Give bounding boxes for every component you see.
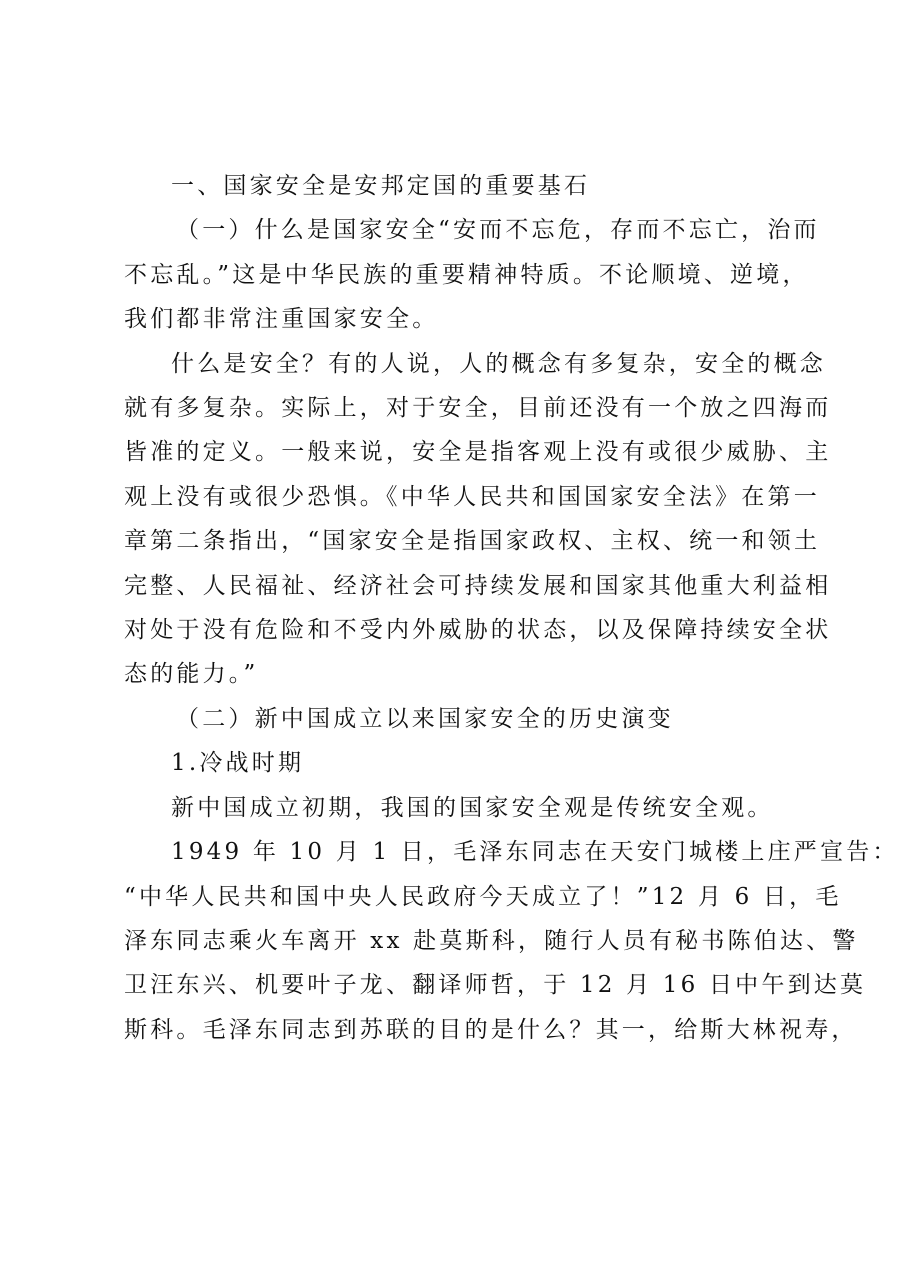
paragraph-line: （一）什么是国家安全“安而不忘危，存而不忘亡，治而 [176,217,820,244]
paragraph-line: 新中国成立初期，我国的国家安全观是传统安全观。 [171,794,774,821]
paragraph-line: 对处于没有危险和不受内外威胁的状态，以及保障持续安全状 [124,617,832,644]
paragraph-line: 我们都非常注重国家安全。 [124,306,439,333]
paragraph-line: 皆准的定义。一般来说，安全是指客观上没有或很少威胁、主 [124,439,832,466]
paragraph-line: 就有多复杂。实际上，对于安全，目前还没有一个放之四海而 [124,395,832,422]
subsection-heading: 1.冷战时期 [171,750,305,777]
paragraph-line: 卫汪东兴、机要叶子龙、翻译师哲，于 12 月 16 日中午到达莫 [124,972,867,999]
paragraph-line: “中华人民共和国中央人民政府今天成立了！”12 月 6 日，毛 [124,883,842,910]
paragraph-line: 完整、人民福祉、经济社会可持续发展和国家其他重大利益相 [124,572,832,599]
paragraph-line: 章第二条指出，“国家安全是指国家政权、主权、统一和领土 [124,528,821,555]
paragraph-line: 1949 年 10 月 1 日，毛泽东同志在天安门城楼上庄严宣告： [171,839,899,866]
paragraph-line: 泽东同志乘火车离开 xx 赴莫斯科，随行人员有秘书陈伯达、警 [124,927,859,954]
section-heading: 一、国家安全是安邦定国的重要基石 [171,173,591,199]
paragraph-line: 斯科。毛泽东同志到苏联的目的是什么？其一，给斯大林祝寿， [124,1016,858,1043]
paragraph-line: 什么是安全？有的人说，人的概念有多复杂，安全的概念 [171,350,826,377]
subsection-heading: （二）新中国成立以来国家安全的历史演变 [176,705,674,732]
paragraph-line: 不忘乱。”这是中华民族的重要精神特质。不论顺境、逆境， [124,261,809,288]
paragraph-line: 观上没有或很少恐惧。《中华人民共和国国家安全法》在第一 [124,483,820,510]
paragraph-line: 态的能力。” [124,661,259,688]
document-body [124,164,899,1052]
